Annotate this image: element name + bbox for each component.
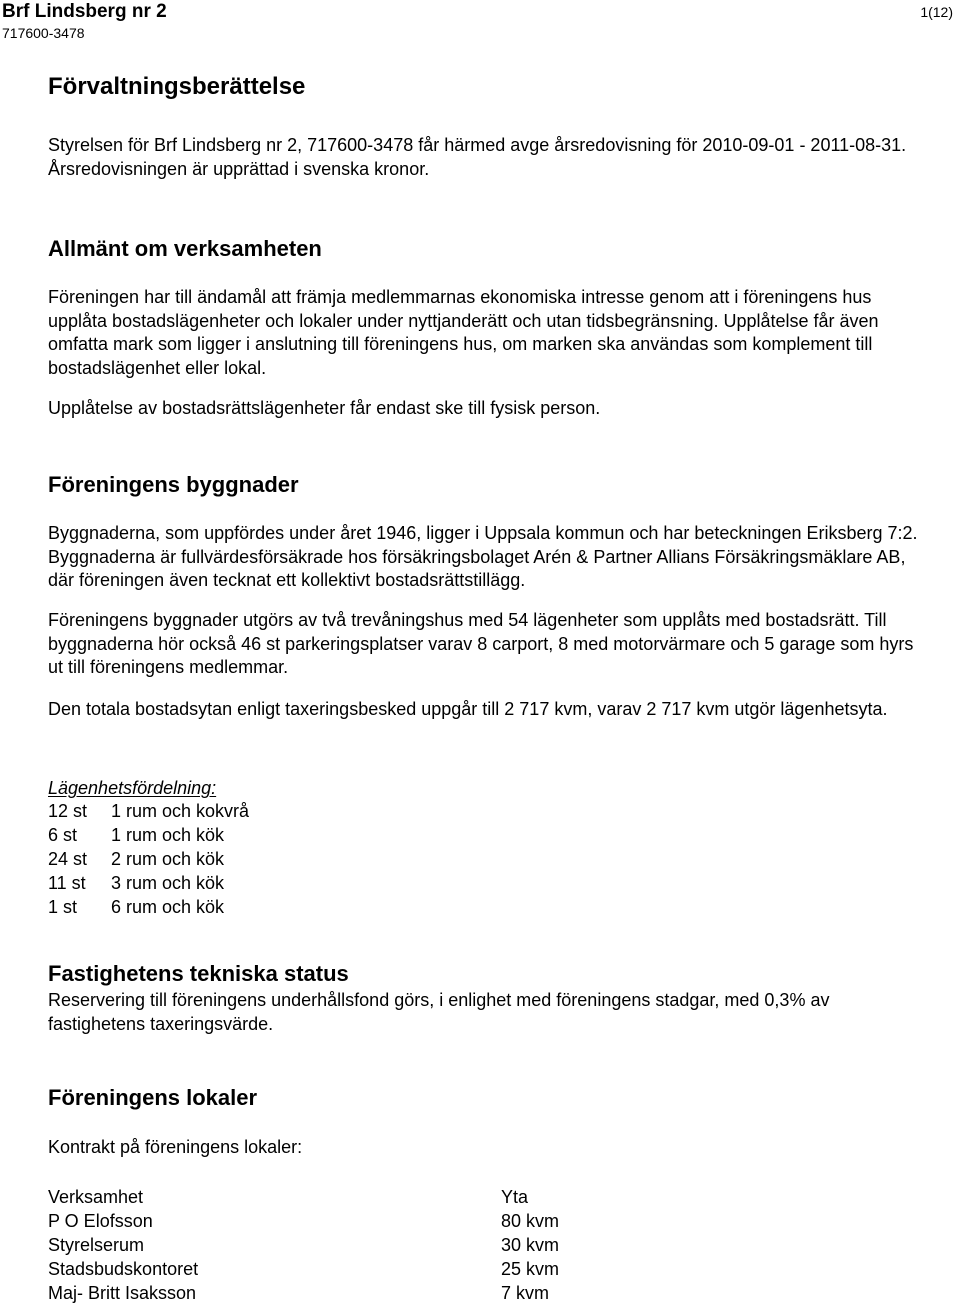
org-name: Brf Lindsberg nr 2 [2, 1, 167, 22]
byggnader-paragraph-3: Den totala bostadsytan enligt taxeringsbesked uppgår till 2 717 kvm, varav 2 717 kvm utgör lägenhetsyta. [48, 699, 888, 719]
col-yta-header: Yta [501, 1187, 529, 1207]
list-item-count: 11 st [48, 873, 86, 893]
teknisk-paragraph: Reservering till föreningens underhållsfond görs, i enlighet med föreningens stadgar, med 0,3% av fastighetens taxeringsvärde. [48, 990, 830, 1034]
byggnader-paragraph-1: Byggnaderna, som uppfördes under året 1946, ligger i Uppsala kommun och har beteckningen Eriksberg 7:2. Byggnaderna är fullvärdesförsäkrade hos försäkringsbolaget Arén & Partner Allians Försäkringsmäklare AB, där föreningen även tecknat ett kollektivt bostadsrättstillägg. [48, 523, 918, 590]
table-row [48, 1233, 559, 1257]
heading-teknisk: Fastighetens tekniska status [48, 961, 349, 986]
lokaler-intro: Kontrakt på föreningens lokaler: [48, 1137, 303, 1157]
list-item-count: 12 st [48, 801, 88, 821]
intro-paragraph: Styrelsen för Brf Lindsberg nr 2, 717600-3478 får härmed avge årsredovisning för 2010-09-01 - 2011-08-31. Årsredovisningen är upprättad i svenska kronor. [48, 135, 907, 179]
heading-allmant: Allmänt om verksamheten [48, 236, 322, 261]
table-row [48, 1257, 559, 1281]
list-item [48, 871, 249, 895]
list-item [48, 847, 249, 871]
page-title: Förvaltningsberättelse [48, 73, 306, 100]
list-item-type: 1 rum och kök [111, 825, 225, 845]
list-item [48, 895, 249, 919]
list-item-type: 6 rum och kök [111, 897, 225, 917]
cell-yta: 7 kvm [501, 1283, 550, 1303]
cell-verksamhet: Styrelserum [48, 1235, 145, 1255]
allmant-paragraph-2: Upplåtelse av bostadsrättslägenheter får endast ske till fysisk person. [48, 398, 601, 418]
heading-byggnader: Föreningens byggnader [48, 472, 299, 497]
list-item [48, 823, 249, 847]
col-verksamhet-header: Verksamhet [48, 1187, 144, 1207]
cell-yta: 25 kvm [501, 1259, 560, 1279]
apartment-distribution-list [48, 799, 249, 919]
list-item-type: 3 rum och kök [111, 873, 225, 893]
allmant-paragraph-1: Föreningen har till ändamål att främja medlemmarnas ekonomiska intresse genom att i föreningens hus upplåta bostadslägenheter och lokaler under nyttjanderätt och utan tidsbegränsning. Upplåtelse får även omfatta mark som ligger i anslutning till föreningens hus, om marken ska användas som komplement till bostadslägenhet eller lokal. [48, 287, 879, 378]
cell-yta: 30 kvm [501, 1235, 560, 1255]
list-item-count: 6 st [48, 825, 78, 845]
list-item-type: 2 rum och kök [111, 849, 225, 869]
cell-yta: 80 kvm [501, 1211, 560, 1231]
distribution-title: Lägenhetsfördelning: [48, 778, 217, 798]
cell-verksamhet: Maj- Britt Isaksson [48, 1283, 197, 1303]
lokaler-table [48, 1185, 559, 1305]
org-number: 717600-3478 [2, 25, 85, 41]
page-number: 1(12) [920, 4, 953, 20]
table-header-row [48, 1185, 559, 1209]
cell-verksamhet: P O Elofsson [48, 1211, 153, 1231]
list-item-type: 1 rum och kokvrå [111, 801, 250, 821]
table-row [48, 1209, 559, 1233]
list-item-count: 1 st [48, 897, 78, 917]
table-row [48, 1281, 559, 1305]
list-item-count: 24 st [48, 849, 88, 869]
heading-lokaler: Föreningens lokaler [48, 1085, 258, 1110]
byggnader-paragraph-2: Föreningens byggnader utgörs av två trevåningshus med 54 lägenheter som upplåts med bostadsrätt. Till byggnaderna hör också 46 st parkeringsplatser varav 8 carport, 8 med motorvärmare och 5 garage som hyrs ut till föreningens medlemmar. [48, 610, 914, 677]
cell-verksamhet: Stadsbudskontoret [48, 1259, 199, 1279]
list-item [48, 799, 249, 823]
